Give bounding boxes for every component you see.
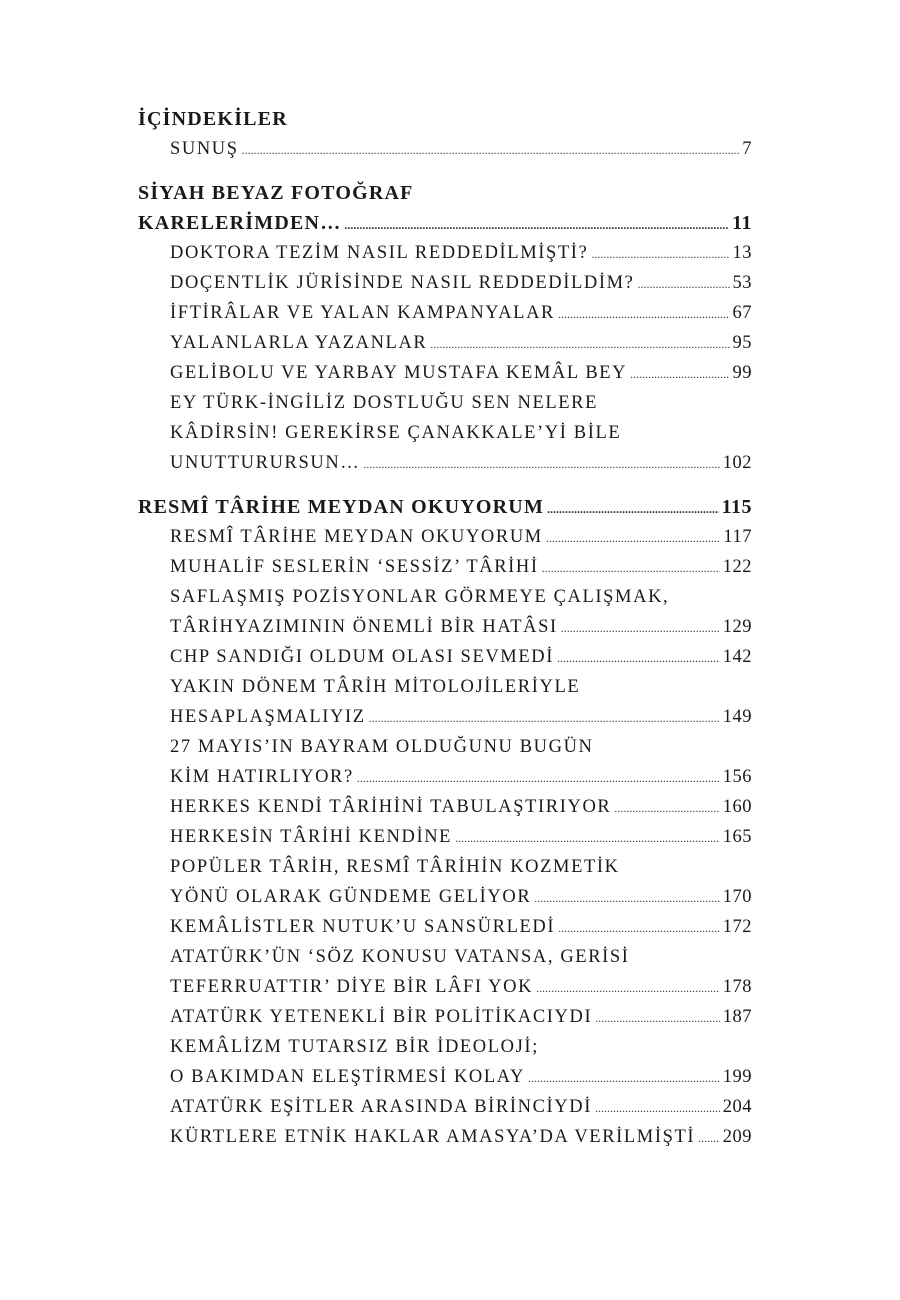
toc-entry-line xyxy=(170,552,752,582)
toc-subentry[interactable] xyxy=(138,1032,752,1092)
dot-leader xyxy=(630,359,729,388)
page-number: 170 xyxy=(722,887,752,907)
page-number: 178 xyxy=(722,977,752,997)
toc-entry-line xyxy=(138,208,752,238)
dot-leader xyxy=(546,523,721,552)
entry-title: MUHALİF SESLERİN ‘SESSİZ’ TÂRİHİ xyxy=(170,557,539,577)
entry-title: KÜRTLERE ETNİK HAKLAR AMASYA’DA VERİLMİŞTİ xyxy=(170,1127,696,1147)
dot-leader xyxy=(369,703,720,732)
dot-leader xyxy=(344,210,729,238)
toc-entry-line xyxy=(170,1092,752,1122)
toc-subentry[interactable] xyxy=(138,792,752,822)
page-number: 160 xyxy=(722,797,752,817)
toc-subentry[interactable] xyxy=(138,672,752,732)
toc-entry-line xyxy=(170,418,752,448)
dot-leader xyxy=(542,553,720,582)
dot-leader xyxy=(357,763,720,792)
entry-title: KİM HATIRLIYOR? xyxy=(170,767,354,787)
table-of-contents xyxy=(138,104,752,1152)
toc-entry-line xyxy=(170,1122,752,1152)
page-number: 7 xyxy=(742,139,752,159)
page-number: 204 xyxy=(722,1097,752,1117)
dot-leader xyxy=(430,329,729,358)
toc-entry-line xyxy=(170,612,752,642)
page-number: 117 xyxy=(723,527,752,547)
toc-subentry[interactable] xyxy=(138,822,752,852)
entry-title: EY TÜRK-İNGİLİZ DOSTLUĞU SEN NELERE xyxy=(170,393,599,413)
entry-title: KEMÂLİSTLER NUTUK’U SANSÜRLEDİ xyxy=(170,917,556,937)
page-number: 142 xyxy=(722,647,752,667)
page-number: 13 xyxy=(732,243,752,263)
dot-leader xyxy=(363,449,719,478)
toc-entry-line xyxy=(170,582,752,612)
dot-leader xyxy=(638,269,730,298)
toc-entry-line xyxy=(170,912,752,942)
page-number: 95 xyxy=(732,333,752,353)
toc-subentry[interactable] xyxy=(138,642,752,672)
entry-title: ATATÜRK’ÜN ‘SÖZ KONUSU VATANSA, GERİSİ xyxy=(170,947,630,967)
toc-subentry[interactable] xyxy=(138,358,752,388)
page-number: 165 xyxy=(722,827,752,847)
toc-subentry[interactable] xyxy=(138,134,752,164)
entry-title: HESAPLAŞMALIYIZ xyxy=(170,707,366,727)
toc-entry-line xyxy=(170,882,752,912)
page-number: 67 xyxy=(732,303,752,323)
toc-entry-line xyxy=(170,852,752,882)
toc-chapter[interactable] xyxy=(138,178,752,238)
toc-entry-line xyxy=(138,492,752,522)
entry-title: SİYAH BEYAZ FOTOĞRAF xyxy=(138,182,414,204)
toc-entry-line xyxy=(170,732,752,762)
toc-entry-line xyxy=(170,972,752,1002)
toc-entry-line xyxy=(170,448,752,478)
entry-title: UNUTTURURSUN… xyxy=(170,453,361,473)
entry-title: KÂDİRSİN! GEREKİRSE ÇANAKKALE’Yİ BİLE xyxy=(170,423,622,443)
toc-subentry[interactable] xyxy=(138,268,752,298)
toc-title: İÇİNDEKİLER xyxy=(138,108,288,130)
page-number: 172 xyxy=(722,917,752,937)
toc-entry-line xyxy=(170,328,752,358)
toc-entry-line xyxy=(170,1032,752,1062)
entry-title: İFTİRÂLAR VE YALAN KAMPANYALAR xyxy=(170,303,555,323)
toc-entry-line xyxy=(170,702,752,732)
dot-leader xyxy=(558,299,730,328)
dot-leader xyxy=(528,1063,720,1092)
entry-title: KEMÂLİZM TUTARSIZ BİR İDEOLOJİ; xyxy=(170,1037,539,1057)
entry-title: SUNUŞ xyxy=(170,139,239,159)
toc-entry-line xyxy=(170,942,752,972)
toc-subentry[interactable] xyxy=(138,1002,752,1032)
entry-title: YÖNÜ OLARAK GÜNDEME GELİYOR xyxy=(170,887,532,907)
dot-leader xyxy=(536,973,720,1002)
entry-title: ATATÜRK EŞİTLER ARASINDA BİRİNCİYDİ xyxy=(170,1097,592,1117)
toc-entry-line xyxy=(170,672,752,702)
dot-leader xyxy=(455,823,720,852)
toc-subentry[interactable] xyxy=(138,852,752,912)
toc-subentry[interactable] xyxy=(138,238,752,268)
page-number: 122 xyxy=(722,557,752,577)
toc-subentry[interactable] xyxy=(138,552,752,582)
toc-subentry[interactable] xyxy=(138,732,752,792)
toc-entry-line xyxy=(170,1002,752,1032)
page-number: 11 xyxy=(732,212,752,234)
dot-leader xyxy=(595,1093,720,1122)
toc-subentry[interactable] xyxy=(138,388,752,478)
dot-leader xyxy=(591,239,729,268)
page-number: 209 xyxy=(722,1127,752,1147)
page-number: 53 xyxy=(732,273,752,293)
toc-entry-line xyxy=(170,358,752,388)
toc-entry-line xyxy=(170,134,752,164)
entry-title: POPÜLER TÂRİH, RESMÎ TÂRİHİN KOZMETİK xyxy=(170,857,620,877)
toc-section xyxy=(138,485,752,1152)
entry-title: TEFERRUATTIR’ DİYE BİR LÂFI YOK xyxy=(170,977,534,997)
toc-subentry[interactable] xyxy=(138,912,752,942)
toc-chapter[interactable] xyxy=(138,492,752,522)
entry-title: RESMÎ TÂRİHE MEYDAN OKUYORUM xyxy=(170,527,543,547)
toc-entry-line xyxy=(170,268,752,298)
toc-subentry[interactable] xyxy=(138,1092,752,1122)
page-number: 187 xyxy=(722,1007,752,1027)
dot-leader xyxy=(561,613,720,642)
toc-entry-line xyxy=(170,298,752,328)
section-gap xyxy=(138,485,752,492)
dot-leader xyxy=(557,643,720,672)
dot-leader xyxy=(558,913,720,942)
page-number: 149 xyxy=(722,707,752,727)
entry-title: TÂRİHYAZIMININ ÖNEMLİ BİR HATÂSI xyxy=(170,617,558,637)
toc-entry-line xyxy=(170,762,752,792)
entry-title: RESMÎ TÂRİHE MEYDAN OKUYORUM xyxy=(138,496,545,518)
entry-title: DOKTORA TEZİM NASIL REDDEDİLMİŞTİ? xyxy=(170,243,589,263)
entry-title: 27 MAYIS’IN BAYRAM OLDUĞUNU BUGÜN xyxy=(170,737,594,757)
toc-subentry[interactable] xyxy=(138,298,752,328)
page-number: 99 xyxy=(732,363,752,383)
entry-title: HERKES KENDİ TÂRİHİNİ TABULAŞTIRIYOR xyxy=(170,797,612,817)
entry-title: YALANLARLA YAZANLAR xyxy=(170,333,428,353)
toc-subentry[interactable] xyxy=(138,328,752,358)
toc-section xyxy=(138,134,752,164)
entry-title: YAKIN DÖNEM TÂRİH MİTOLOJİLERİYLE xyxy=(170,677,581,697)
dot-leader xyxy=(698,1123,720,1152)
toc-subentry[interactable] xyxy=(138,1122,752,1152)
dot-leader xyxy=(534,883,719,912)
toc-entry-line xyxy=(170,642,752,672)
page-number: 115 xyxy=(721,496,752,518)
entry-title: HERKESİN TÂRİHİ KENDİNE xyxy=(170,827,453,847)
toc-subentry[interactable] xyxy=(138,582,752,642)
entry-title: KARELERİMDEN… xyxy=(138,212,342,234)
page-number: 102 xyxy=(722,453,752,473)
entry-title: GELİBOLU VE YARBAY MUSTAFA KEMÂL BEY xyxy=(170,363,628,383)
entry-title: SAFLAŞMIŞ POZİSYONLAR GÖRMEYE ÇALIŞMAK, xyxy=(170,587,670,607)
page-number: 129 xyxy=(722,617,752,637)
toc-subentry[interactable] xyxy=(138,522,752,552)
dot-leader xyxy=(614,793,719,822)
entry-title: ATATÜRK YETENEKLİ BİR POLİTİKACIYDI xyxy=(170,1007,593,1027)
toc-entry-line xyxy=(170,822,752,852)
page-number: 156 xyxy=(722,767,752,787)
toc-entry-line xyxy=(170,388,752,418)
toc-entry-line xyxy=(170,792,752,822)
entry-title: DOÇENTLİK JÜRİSİNDE NASIL REDDEDİLDİM? xyxy=(170,273,635,293)
entry-title: CHP SANDIĞI OLDUM OLASI SEVMEDİ xyxy=(170,647,554,667)
entry-title: O BAKIMDAN ELEŞTİRMESİ KOLAY xyxy=(170,1067,526,1087)
dot-leader xyxy=(595,1003,720,1032)
toc-entry-line xyxy=(170,522,752,552)
toc-subentry[interactable] xyxy=(138,942,752,1002)
section-gap xyxy=(138,171,752,178)
toc-entry-line xyxy=(170,238,752,268)
toc-entry-line xyxy=(138,178,752,208)
dot-leader xyxy=(547,494,719,522)
toc-entry-line xyxy=(170,1062,752,1092)
dot-leader xyxy=(242,135,740,164)
page-number: 199 xyxy=(722,1067,752,1087)
toc-section xyxy=(138,171,752,478)
